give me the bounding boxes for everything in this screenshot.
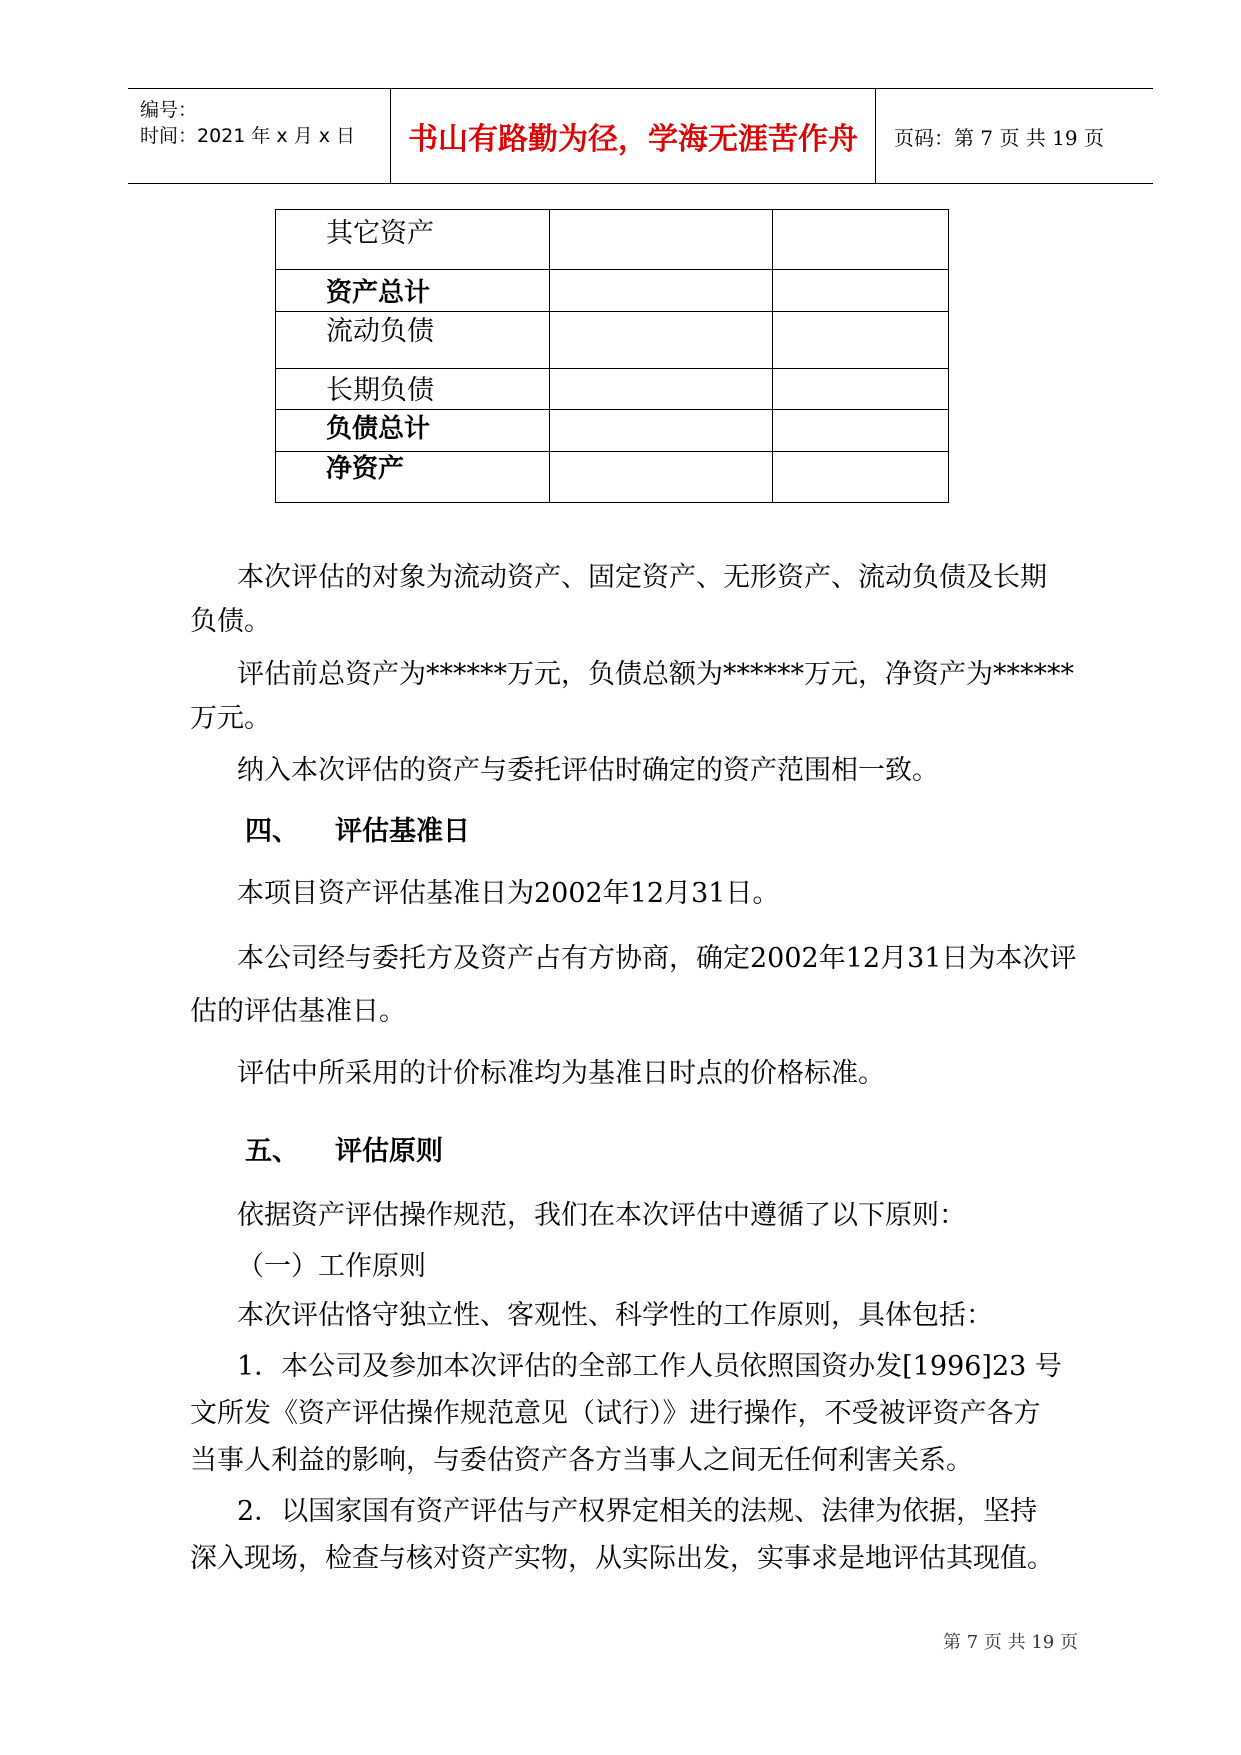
paragraph: 本项目资产评估基准日为2002年12月31日。	[237, 878, 780, 909]
row-label: 流动负债	[276, 312, 550, 369]
paragraph: 当事人利益的影响，与委估资产各方当事人之间无任何利害关系。	[190, 1445, 973, 1476]
value-cell	[550, 312, 773, 369]
table-row	[276, 270, 949, 312]
balance-table	[275, 209, 949, 503]
paragraph: 文所发《资产评估操作规范意见（试行）》进行操作，不受被评资产各方	[190, 1398, 1041, 1429]
table-row	[276, 210, 949, 270]
doc-number-label: 编号：	[140, 99, 198, 121]
value-cell	[773, 410, 949, 452]
paragraph: 2．以国家国有资产评估与产权界定相关的法规、法律为依据，坚持	[237, 1496, 1038, 1527]
row-label: 负债总计	[276, 410, 550, 452]
table-row	[276, 312, 949, 369]
paragraph: 依据资产评估操作规范，我们在本次评估中遵循了以下原则：	[237, 1200, 966, 1231]
page-footer: 第 7 页 共 19 页	[943, 1632, 1078, 1653]
value-cell	[773, 270, 949, 312]
section-heading	[245, 809, 470, 848]
value-cell	[550, 369, 773, 410]
paragraph: 深入现场，检查与核对资产实物，从实际出发，实事求是地评估其现值。	[190, 1543, 1054, 1574]
value-cell	[773, 312, 949, 369]
page-header	[128, 88, 1153, 184]
header-page-info: 页码：第 7 页 共 19 页	[894, 125, 1104, 150]
row-label: 净资产	[276, 452, 550, 503]
heading-title: 评估原则	[335, 1136, 443, 1167]
paragraph: 本次评估的对象为流动资产、固定资产、无形资产、流动负债及长期	[237, 562, 1047, 593]
paragraph: 评估中所采用的计价标准均为基准日时点的价格标准。	[237, 1058, 885, 1089]
table-row	[276, 452, 949, 503]
doc-time-label: 时间：2021 年 x 月 x 日	[140, 125, 356, 147]
value-cell	[550, 410, 773, 452]
paragraph: 本次评估恪守独立性、客观性、科学性的工作原则，具体包括：	[237, 1300, 993, 1331]
row-label: 资产总计	[276, 270, 550, 312]
paragraph: 万元。	[190, 703, 271, 734]
paragraph: 1．本公司及参加本次评估的全部工作人员依照国资办发[1996]23 号	[237, 1351, 1062, 1382]
value-cell	[773, 210, 949, 270]
paragraph: 评估前总资产为******万元，负债总额为******万元，净资产为******	[237, 659, 1074, 690]
paragraph: 估的评估基准日。	[190, 996, 406, 1027]
paragraph: （一）工作原则	[237, 1251, 426, 1282]
heading-number: 四、	[245, 816, 299, 847]
row-label: 长期负债	[276, 369, 550, 410]
value-cell	[550, 270, 773, 312]
paragraph: 负债。	[190, 606, 271, 637]
section-heading	[245, 1129, 443, 1168]
value-cell	[773, 369, 949, 410]
header-meta	[128, 89, 391, 183]
paragraph: 纳入本次评估的资产与委托评估时确定的资产范围相一致。	[237, 755, 939, 786]
value-cell	[550, 452, 773, 503]
table-row	[276, 369, 949, 410]
table-row	[276, 410, 949, 452]
heading-title: 评估基准日	[335, 816, 470, 847]
value-cell	[773, 452, 949, 503]
heading-number: 五、	[245, 1136, 299, 1167]
header-motto: 书山有路勤为径，学海无涯苦作舟	[391, 89, 876, 183]
paragraph: 本公司经与委托方及资产占有方协商，确定2002年12月31日为本次评	[237, 943, 1077, 974]
value-cell	[550, 210, 773, 270]
row-label: 其它资产	[276, 210, 550, 270]
